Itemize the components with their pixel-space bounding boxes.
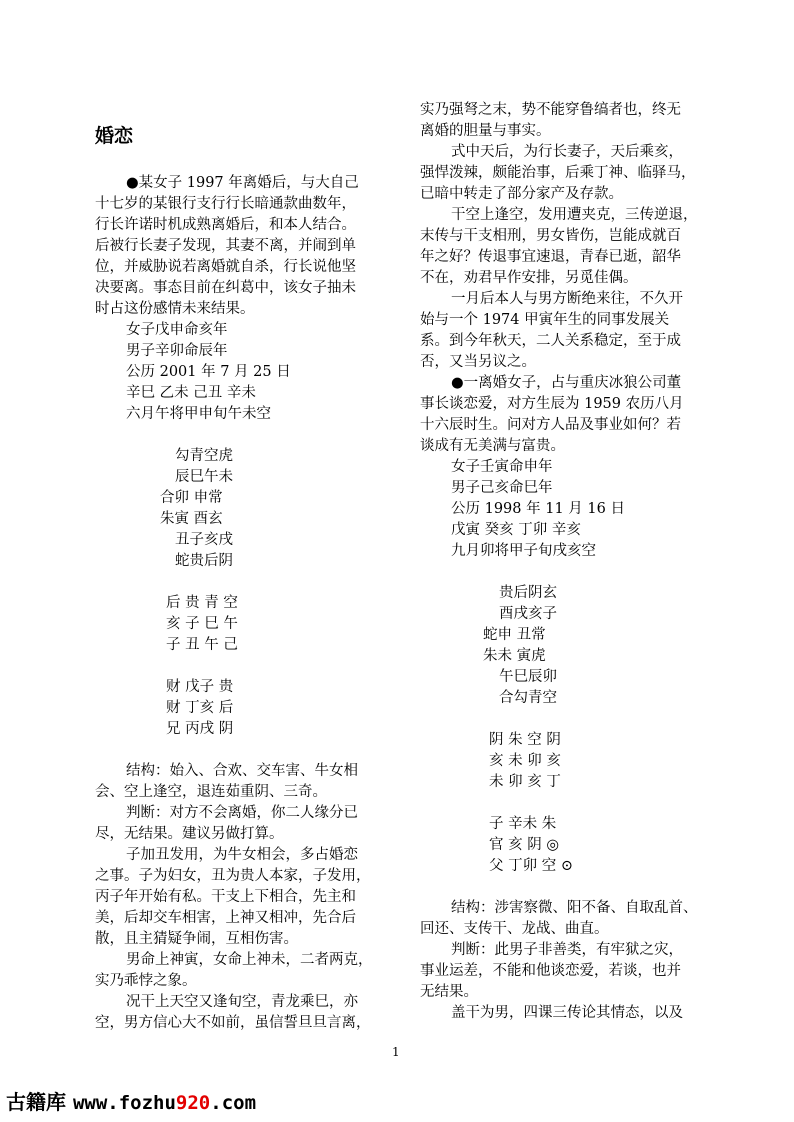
- left-column-line: 财 丁亥 后: [166, 700, 234, 716]
- left-column-line: 实乃乖悖之象。: [95, 973, 197, 989]
- left-column-line: 十七岁的某银行支行行长暗通款曲数年，: [95, 196, 356, 212]
- right-column-line: 离婚的胆量与事实。: [420, 123, 551, 139]
- left-column-line: 结构：始入、合欢、交车害、牛女相: [126, 763, 358, 779]
- left-column-line: 行长许诺时机成熟离婚后，和本人结合。: [95, 217, 356, 233]
- left-column-line: 勾青空虎: [175, 448, 233, 464]
- left-column-line: 空，男方信心大不如前，虽信誓旦旦言离，: [95, 1015, 371, 1031]
- left-column-line: 判断：对方不会离婚，你二人缘分已: [126, 805, 358, 821]
- page-title: 婚恋: [95, 125, 134, 147]
- footer-site-prefix: www.fozhu: [72, 1092, 176, 1114]
- right-column-line: 一月后本人与男方断绝来往，不久开: [451, 291, 683, 307]
- right-column-line: 未 卯 亥 丁: [489, 774, 561, 790]
- right-column-line: 公历 1998 年 11 月 16 日: [451, 501, 625, 517]
- left-column-line: 财 戊子 贵: [166, 679, 234, 695]
- left-column-line: 男命上神寅，女命上神未，二者两克，: [126, 952, 373, 968]
- left-column-line: 时占这份感情未来结果。: [95, 301, 255, 317]
- right-column-line: 系。到今年秋天，二人关系稳定，至于成: [420, 333, 681, 349]
- left-column-line: 后被行长妻子发现，其妻不离，并闹到单: [95, 238, 356, 254]
- right-column-line: 已暗中转走了部分家产及存款。: [420, 186, 623, 202]
- left-column-line: 男子辛卯命辰年: [126, 343, 228, 359]
- right-column-line: 盖干为男，四课三传论其情态，以及: [451, 1005, 683, 1021]
- footer-site[interactable]: [73, 1092, 256, 1114]
- left-column-line: 蛇贵后阴: [175, 553, 233, 569]
- right-column-line: 阴 朱 空 阴: [489, 732, 561, 748]
- footer-brand: 古籍库: [6, 1090, 66, 1114]
- right-column-line: 贵后阴玄: [499, 585, 557, 601]
- right-column-line: 式中天后，为行长妻子，天后乘亥，: [451, 144, 683, 160]
- left-column-line: 朱寅 酉玄: [160, 511, 223, 527]
- left-column-line: 兄 丙戌 阴: [166, 721, 234, 737]
- right-column-line: 否，又当另议之。: [420, 354, 536, 370]
- left-column-line: 六月午将甲申旬午未空: [126, 406, 271, 422]
- page-number: 1: [392, 1045, 400, 1059]
- right-column-line: 始与一个 1974 甲寅年生的同事发展关: [420, 312, 670, 328]
- right-column-line: 判断：此男子非善类，有牢狱之灾，: [451, 942, 683, 958]
- right-column-line: 事业运差，不能和他谈恋爱，若谈，也并: [420, 963, 681, 979]
- footer-watermark: [6, 1086, 256, 1115]
- right-column-line: 无结果。: [420, 984, 478, 1000]
- left-column-line: 决要离。事态目前在纠葛中，该女子抽未: [95, 280, 356, 296]
- right-column-line: 强悍泼辣，颇能治事，后乘丁神、临驿马，: [420, 165, 696, 181]
- left-column-line: 会、空上逢空，退连茹重阴、三奇。: [95, 784, 327, 800]
- right-column-line: 九月卯将甲子旬戌亥空: [451, 543, 596, 559]
- left-column-line: 之事。子为妇女，丑为贵人本家，子发用，: [95, 868, 371, 884]
- right-column-line: 实乃强弩之末，势不能穿鲁缟者也，终无: [420, 102, 681, 118]
- right-column-line: 不在，劝君早作安排，另觅佳偶。: [420, 270, 638, 286]
- left-column-line: 散，且主猜疑争闹，互相伤害。: [95, 931, 298, 947]
- left-column-line: 亥 子 巳 午: [166, 616, 238, 632]
- left-column-line: 合卯 申常: [160, 490, 223, 506]
- right-column-line: 戊寅 癸亥 丁卯 辛亥: [451, 522, 581, 538]
- left-column-line: 美，后却交车相害，上神又相冲，先合后: [95, 910, 356, 926]
- right-column-line: 官 亥 阴 ◎: [489, 837, 559, 853]
- right-column-line: 回还、支传干、龙战、曲直。: [420, 921, 609, 937]
- right-column-line: 谈成有无美满与富贵。: [420, 438, 565, 454]
- right-column-line: 十六辰时生。问对方人品及事业如何？若: [420, 417, 681, 433]
- right-column-line: 结构：涉害察微、阳不备、自取乱首、: [451, 900, 698, 916]
- right-column-line: 亥 未 卯 亥: [489, 753, 561, 769]
- left-column-line: 公历 2001 年 7 月 25 日: [126, 364, 291, 380]
- right-column-line: 蛇申 丑常: [483, 627, 546, 643]
- left-column-line: 子加丑发用，为牛女相会，多占婚恋: [126, 847, 358, 863]
- left-column-line: 尽，无结果。建议另做打算。: [95, 826, 284, 842]
- right-column-line: 父 丁卯 空 ⊙: [489, 858, 573, 874]
- right-column-line: 男子己亥命巳年: [451, 480, 553, 496]
- left-column-line: 女子戊申命亥年: [126, 322, 228, 338]
- right-column-line: 女子壬寅命申年: [451, 459, 553, 475]
- left-column-line: 子 丑 午 己: [166, 637, 238, 653]
- right-column-line: 朱未 寅虎: [483, 648, 546, 664]
- left-column-line: 丑子亥戌: [175, 532, 233, 548]
- left-column-line: 辛巳 乙未 己丑 辛未: [126, 385, 256, 401]
- left-column-line: 位，并威胁说若离婚就自杀，行长说他坚: [95, 259, 356, 275]
- left-column-line: 况干上天空又逢旬空，青龙乘巳，亦: [126, 994, 358, 1010]
- right-column-line: 干空上逢空，发用遭夹克，三传逆退，: [451, 207, 698, 223]
- right-column-line: 子 辛未 朱: [489, 816, 557, 832]
- right-column-line: 酉戌亥子: [499, 606, 557, 622]
- left-column-line: ●某女子 1997 年离婚后，与大自己: [126, 175, 359, 191]
- footer-site-number: 920: [175, 1092, 211, 1114]
- left-column-line: 辰巳午未: [175, 469, 233, 485]
- right-column-line: 年之好？传退事宜速退，青春已逝，韶华: [420, 249, 681, 265]
- left-column-line: 后 贵 青 空: [166, 595, 238, 611]
- right-column-line: 午巳辰卯: [499, 669, 557, 685]
- right-column-line: ●一离婚女子，占与重庆冰狼公司董: [451, 375, 682, 391]
- right-column-line: 事长谈恋爱，对方生辰为 1959 农历八月: [420, 396, 684, 412]
- footer-site-suffix: .com: [210, 1092, 257, 1114]
- right-column-line: 末传与干支相刑，男女皆伤，岂能成就百: [420, 228, 681, 244]
- left-column-line: 丙子年开始有私。干支上下相合，先主和: [95, 889, 356, 905]
- right-column-line: 合勾青空: [499, 690, 557, 706]
